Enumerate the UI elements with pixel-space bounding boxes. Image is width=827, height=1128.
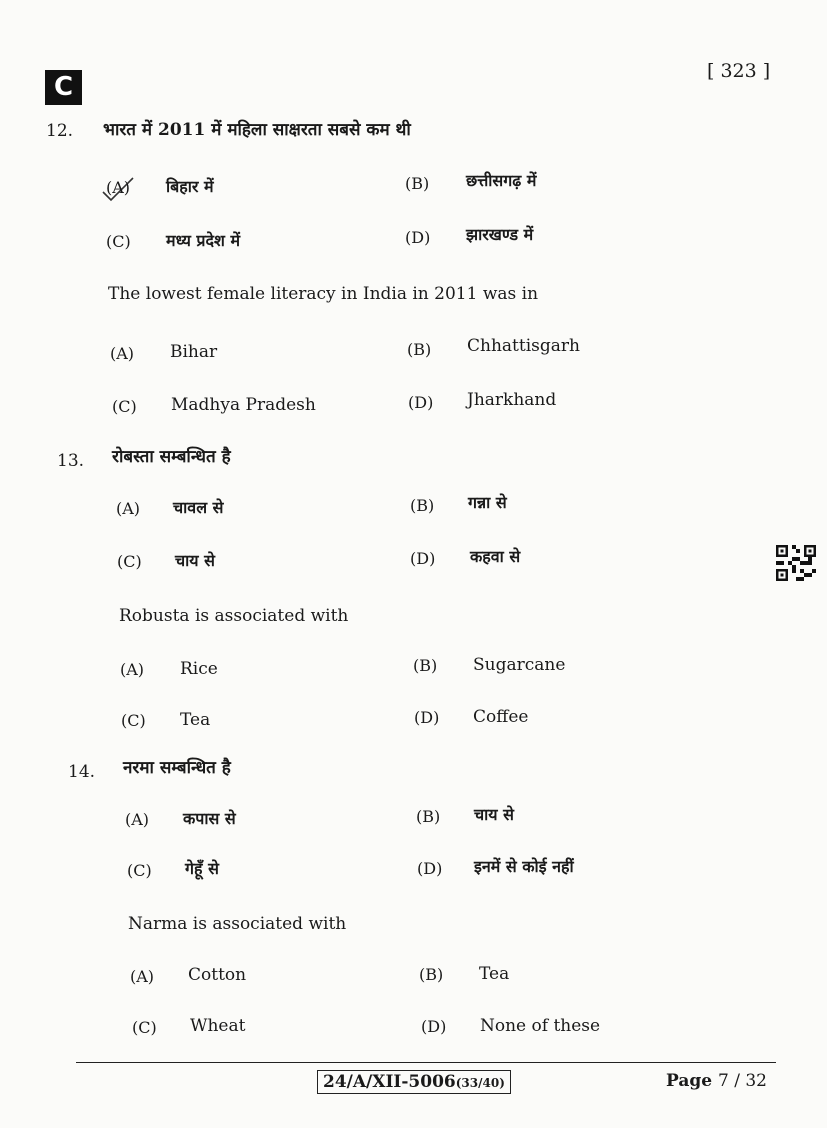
paper-code-main: 24/A/XII-5006 (323, 1072, 456, 1092)
option-text-english: None of these (480, 1016, 601, 1036)
option-label: (D) (421, 1017, 447, 1036)
option-text-english: Wheat (190, 1016, 246, 1036)
question-number: 14. (68, 762, 96, 782)
option-text-hindi: चावल से (173, 498, 224, 517)
option-text-hindi: झारखण्ड में (466, 225, 534, 244)
page-code: [ 323 ] (707, 60, 771, 82)
option-text-hindi: कहवा से (470, 547, 521, 566)
page-number-value: 7 / 32 (717, 1071, 767, 1091)
option-label: (A) (116, 499, 141, 518)
option-label: (C) (121, 711, 146, 730)
option-label: (D) (405, 228, 431, 247)
option-label: (A) (120, 660, 145, 679)
footer-divider (76, 1062, 776, 1063)
option-text-english: Coffee (473, 707, 529, 727)
option-label: (B) (410, 496, 435, 515)
question-text-hindi: भारत में 2011 में महिला साक्षरता सबसे कम थी (103, 120, 411, 140)
option-text-english: Bihar (170, 342, 218, 362)
option-text-english: Cotton (188, 965, 247, 985)
question-text-hindi: रोबस्ता सम्बन्धित है (112, 447, 231, 467)
option-text-hindi: मध्य प्रदेश में (166, 231, 241, 250)
page-label: Page (666, 1071, 713, 1091)
option-label: (B) (407, 340, 432, 359)
option-label: (C) (127, 861, 152, 880)
option-label: (A) (106, 178, 131, 197)
page-number (666, 1071, 767, 1091)
option-label: (C) (132, 1018, 157, 1037)
option-label: (C) (117, 552, 142, 571)
question-text-english: Robusta is associated with (119, 606, 349, 626)
option-label: (C) (106, 232, 131, 251)
option-text-hindi: इनमें से कोई नहीं (474, 857, 574, 876)
option-text-english: Tea (479, 964, 510, 984)
option-text-english: Sugarcane (473, 655, 566, 675)
question-text-hindi: नरमा सम्बन्धित है (123, 758, 231, 778)
question-number: 13. (57, 451, 85, 471)
option-text-english: Tea (180, 710, 211, 730)
qr-code-icon (776, 545, 816, 581)
option-label: (A) (130, 967, 155, 986)
option-label: (A) (125, 810, 150, 829)
option-text-hindi: बिहार में (166, 177, 214, 196)
paper-code (317, 1070, 511, 1094)
option-label: (C) (112, 397, 137, 416)
option-text-hindi: चाय से (474, 805, 514, 824)
option-label: (B) (419, 965, 444, 984)
question-text-english: Narma is associated with (128, 914, 347, 934)
option-label: (D) (410, 549, 436, 568)
option-text-hindi: कपास से (183, 809, 236, 828)
paper-code-suffix: (33/40) (455, 1076, 505, 1090)
option-label: (B) (405, 174, 430, 193)
option-text-english: Madhya Pradesh (171, 395, 316, 415)
option-text-english: Chhattisgarh (467, 336, 580, 356)
option-label: (B) (413, 656, 438, 675)
option-label: (D) (417, 859, 443, 878)
option-label: (D) (408, 393, 434, 412)
option-text-english: Rice (180, 659, 218, 679)
question-text-english: The lowest female literacy in India in 2011 was in (108, 284, 539, 304)
option-text-hindi: चाय से (175, 551, 215, 570)
set-letter-badge: C (45, 70, 82, 105)
option-label: (D) (414, 708, 440, 727)
option-label: (B) (416, 807, 441, 826)
option-text-hindi: गन्ना से (468, 493, 507, 512)
option-text-english: Jharkhand (467, 390, 557, 410)
question-number: 12. (46, 121, 74, 141)
option-label: (A) (110, 344, 135, 363)
option-text-hindi: गेहूँ से (185, 859, 219, 878)
option-text-hindi: छत्तीसगढ़ में (466, 171, 537, 190)
